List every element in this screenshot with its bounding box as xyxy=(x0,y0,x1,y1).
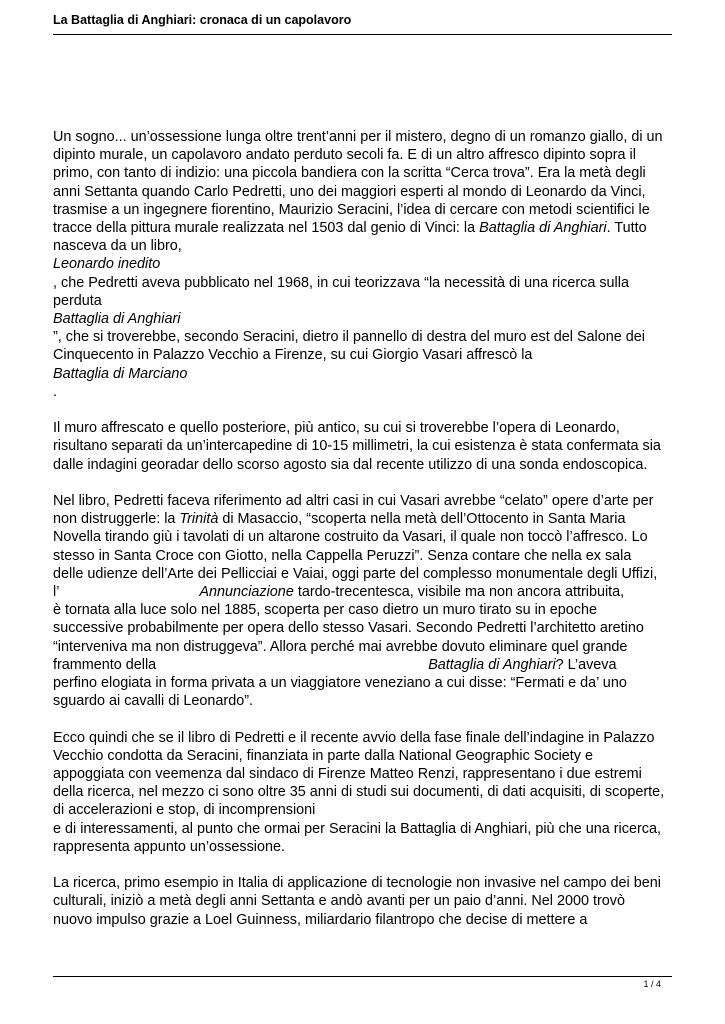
text-line: primo, con tanto di indizio: una piccola bandiera con la scritta “Cerca trova”. Era la metà degli xyxy=(53,165,646,182)
text-line: di Masaccio, “scoperta nella metà dell’Ottocento in Santa Maria xyxy=(218,511,626,528)
paragraph-3 xyxy=(53,492,675,710)
italic-title: Leonardo inedito xyxy=(53,256,161,273)
text-line: l’ xyxy=(53,584,60,601)
text-line: Novella tirando giù i tavolati di un altarone costruito da Vasari, il quale non toccò l’affresco. Lo xyxy=(53,529,648,546)
text-line: successive probabilmente per opera dello stesso Vasari. Secondo Pedretti l’architetto aretino xyxy=(53,620,644,637)
text-line: anni Settanta quando Carlo Pedretti, uno dei maggiori esperti al mondo di Leonardo da Vinci, xyxy=(53,183,646,200)
text-line: sguardo ai cavalli di Leonardo”. xyxy=(53,693,253,710)
text-line: perduta xyxy=(53,292,102,309)
paragraph-4 xyxy=(53,729,675,856)
text-line: La ricerca, primo esempio in Italia di applicazione di tecnologie non invasive nel campo dei beni xyxy=(53,875,661,892)
text-line: ”, che si troverebbe, secondo Seracini, dietro il pannello di destra del muro est del Salone dei xyxy=(53,329,645,346)
text-line: risultano separati da un’intercapedine di 10-15 millimetri, la cui esistenza è stata confermata sia xyxy=(53,438,661,455)
footer-divider xyxy=(53,976,672,977)
text-line: dipinto murale, un capolavoro andato perduto secoli fa. E di un altro affresco dipinto sopra il xyxy=(53,147,636,164)
text-line: appoggiata con veemenza dal sindaco di Firenze Matteo Renzi, rappresentano i due estremi xyxy=(53,766,642,783)
text-line: della ricerca, nel mezzo ci sono oltre 35 anni di studi sui documenti, di dati acquisiti, di scoperte, xyxy=(53,784,665,801)
page-indicator: 1 / 4 xyxy=(643,979,661,989)
italic-title: Battaglia di Anghiari xyxy=(479,220,607,237)
text-line: culturali, iniziò a metà degli anni Settanta e andò avanti per un paio d’anni. Nel 2000 trovò xyxy=(53,893,625,910)
text-line: non distruggerle: la xyxy=(53,511,180,528)
italic-title: Battaglia di Anghiari xyxy=(53,311,181,328)
paragraph-2 xyxy=(53,419,675,474)
italic-title: Battaglia di Marciano xyxy=(53,365,188,382)
text-line: dalle indagini georadar dello scorso agosto sia dal recente utilizzo di una sonda endoscopica. xyxy=(53,456,648,473)
text-line: ? L’aveva xyxy=(555,656,617,673)
text-line: delle udienze dell’Arte dei Pellicciai e Vaiai, oggi parte del complesso monumentale degli Uffizi, xyxy=(53,565,658,582)
text-line: nuovo impulso grazie a Loel Guinness, miliardario filantropo che decise di mettere a xyxy=(53,911,588,928)
page-header-title: La Battaglia di Anghiari: cronaca di un capolavoro xyxy=(53,13,352,27)
header-divider xyxy=(53,34,672,35)
text-line: Vecchio condotta da Seracini, finanziata in parte dalla National Geographic Society e xyxy=(53,747,593,764)
text-line: Nel libro, Pedretti faceva riferimento ad altri casi in cui Vasari avrebbe “celato” opere d’arte per xyxy=(53,493,654,510)
text-line: , che Pedretti aveva pubblicato nel 1968, in cui teorizzava “la necessità di una ricerca sulla xyxy=(53,274,629,291)
text-line: tardo-trecentesca, visibile ma non ancora attribuita, xyxy=(293,584,625,601)
text-line: rappresenta appunto un’ossessione. xyxy=(53,838,286,855)
text-line: perfino elogiata in forma privata a un viaggiatore veneziano a cui disse: “Fermati e da’ uno xyxy=(53,675,627,692)
paragraph-1 xyxy=(53,128,675,401)
text-line: Cinquecento in Palazzo Vecchio a Firenze, su cui Giorgio Vasari affrescò la xyxy=(53,347,533,364)
text-line: e di interessamenti, al punto che ormai per Seracini la Battaglia di Anghiari, più che una ricerca, xyxy=(53,820,661,837)
italic-title: Battaglia di Anghiari xyxy=(428,656,556,673)
text-line: . xyxy=(53,383,57,400)
text-line: Ecco quindi che se il libro di Pedretti e il recente avvio della fase finale dell’indagine in Palazzo xyxy=(53,729,655,746)
text-line: Il muro affrescato e quello posteriore, più antico, su cui si troverebbe l’opera di Leonardo, xyxy=(53,420,620,437)
italic-title: Trinità xyxy=(179,511,219,528)
paragraph-5 xyxy=(53,874,675,929)
text-line: “interveniva ma non distruggeva”. Allora perché mai avrebbe dovuto eliminare quel grande xyxy=(53,638,628,655)
italic-title: Annunciazione xyxy=(199,584,294,601)
text-line: Un sogno... un’ossessione lunga oltre trent’anni per il mistero, degno di un romanzo giallo, di un xyxy=(53,129,663,145)
article-body xyxy=(53,128,675,947)
text-line: . Tutto xyxy=(606,220,647,237)
text-line: trasmise a un ingegnere fiorentino, Maurizio Seracini, l’idea di cercare con metodi scientifici le xyxy=(53,201,650,218)
text-line: di accelerazioni e stop, di incomprensioni xyxy=(53,802,316,819)
text-line: frammento della xyxy=(53,656,157,673)
text-line: è tornata alla luce solo nel 1885, scoperta per caso dietro un muro tirato su in epoche xyxy=(53,602,597,619)
text-line: stesso in Santa Croce con Giotto, nella Cappella Peruzzi”. Senza contare che nella ex sala xyxy=(53,547,632,564)
text-line: tracce della pittura murale realizzata nel 1503 dal genio di Vinci: la xyxy=(53,220,480,237)
text-line: nasceva da un libro, xyxy=(53,238,182,255)
